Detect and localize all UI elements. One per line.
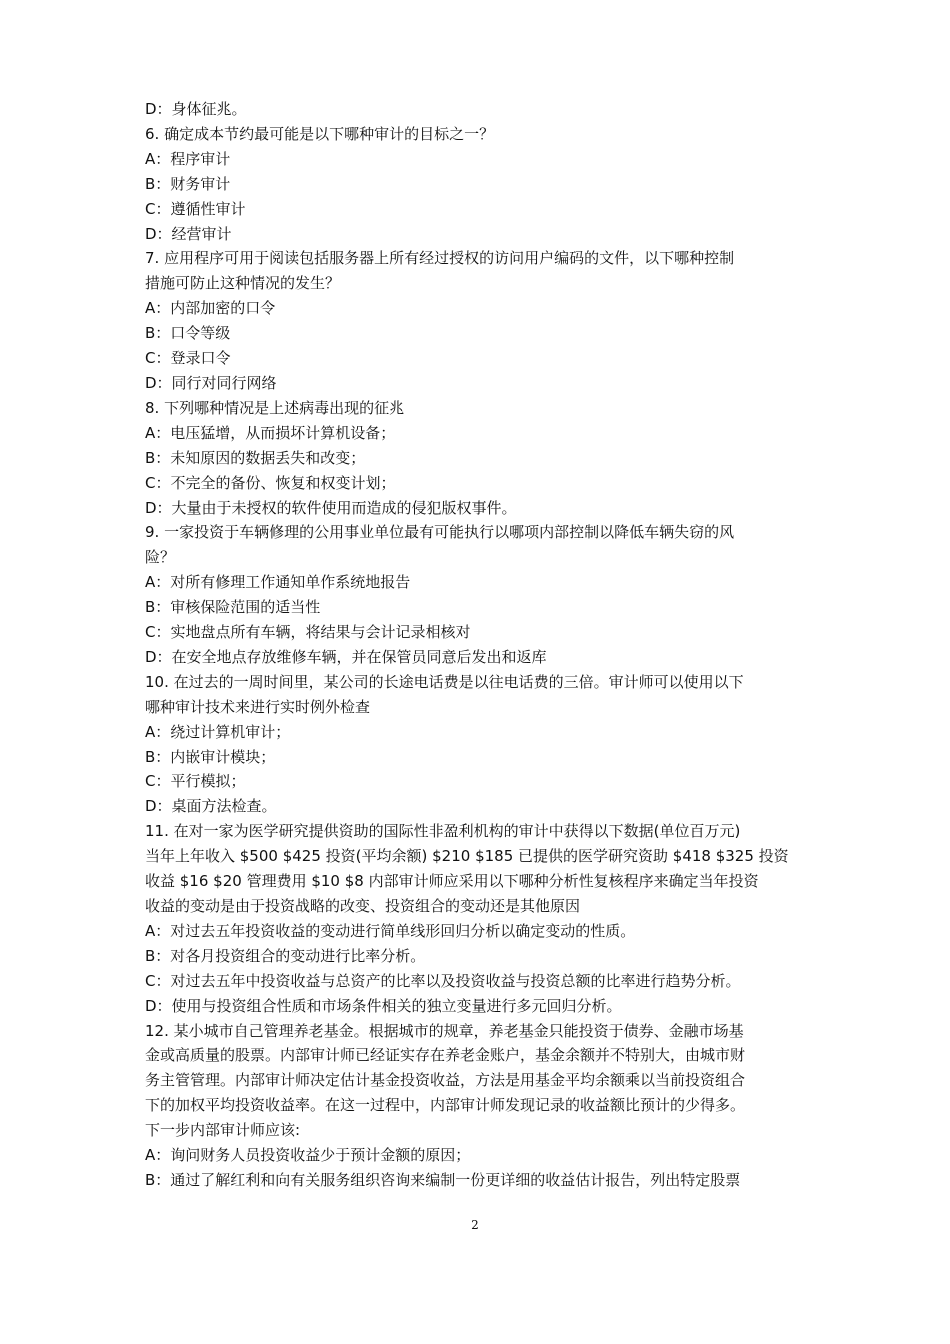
text-line: C：登录口令: [145, 349, 231, 368]
text-line: B：审核保险范围的适当性: [145, 598, 321, 617]
text-line: 12. 某小城市自己管理养老基金。根据城市的规章，养老基金只能投资于债券、金融市场基: [145, 1021, 744, 1040]
text-line: A：询问财务人员投资收益少于预计金额的原因；: [145, 1146, 471, 1165]
text-line: 11. 在对一家为医学研究提供资助的国际性非盈利机构的审计中获得以下数据(单位百万元): [145, 822, 741, 841]
text-line: 收益的变动是由于投资战略的改变、投资组合的变动还是其他原因: [145, 897, 581, 915]
text-line: A：绕过计算机审计；: [145, 722, 291, 741]
text-line: 下一步内部审计师应该:: [145, 1121, 301, 1140]
text-line: A：内部加密的口令: [145, 299, 276, 318]
text-line: D：桌面方法检查。: [145, 797, 277, 816]
text-line: C：遵循性审计: [145, 199, 246, 218]
text-line: D：大量由于未授权的软件使用而造成的侵犯版权事件。: [145, 498, 517, 517]
text-line: 10. 在过去的一周时间里，某公司的长途电话费是以往电话费的三倍。审计师可以使用以下: [145, 672, 744, 691]
text-line: D：使用与投资组合性质和市场条件相关的独立变量进行多元回归分析。: [145, 996, 622, 1015]
text-line: 金或高质量的股票。内部审计师已经证实存在养老金账户，基金余额并不特别大，由城市财: [145, 1046, 746, 1065]
text-line: C：不完全的备份、恢复和权变计划；: [145, 473, 396, 492]
text-line: B：通过了解红利和向有关服务组织咨询来编制一份更详细的收益估计报告，列出特定股票: [145, 1170, 741, 1189]
text-line: B：口令等级: [145, 324, 231, 343]
text-line: B：未知原因的数据丢失和改变；: [145, 448, 366, 467]
text-line: B：内嵌审计模块；: [145, 747, 276, 766]
text-line: 当年上年收入 $500 $425 投资(平均余额) $210 $185 已提供的医学研究资助 $418 $325 投资: [145, 847, 789, 866]
text-line: D：身体征兆。: [145, 100, 247, 118]
text-line: C：平行模拟；: [145, 772, 246, 791]
text-line: C：实地盘点所有车辆，将结果与会计记录相核对: [145, 623, 471, 642]
text-line: 收益 $16 $20 管理费用 $10 $8 内部审计师应采用以下哪种分析性复核程序来确定当年投资: [145, 872, 759, 891]
text-line: D：同行对同行网络: [145, 373, 277, 392]
text-line: B：对各月投资组合的变动进行比率分析。: [145, 946, 426, 965]
text-line: 6. 确定成本节约最可能是以下哪种审计的目标之一？: [145, 124, 495, 143]
text-line: 险？: [145, 548, 176, 567]
text-line: B：财务审计: [145, 174, 231, 193]
text-line: 9. 一家投资于车辆修理的公用事业单位最有可能执行以哪项内部控制以降低车辆失窃的风: [145, 523, 735, 542]
text-line: A：电压猛增，从而损坏计算机设备；: [145, 423, 396, 442]
text-line: 措施可防止这种情况的发生？: [145, 274, 341, 293]
text-line: A：程序审计: [145, 149, 231, 168]
text-line: C：对过去五年中投资收益与总资产的比率以及投资收益与投资总额的比率进行趋势分析。: [145, 971, 741, 990]
text-line: 哪种审计技术来进行实时例外检查: [145, 697, 371, 716]
text-line: 8. 下列哪种情况是上述病毒出现的征兆: [145, 398, 405, 417]
page-number: 2: [471, 1218, 479, 1232]
text-line: 下的加权平均投资收益率。在这一过程中，内部审计师发现记录的收益额比预计的少得多。: [145, 1096, 746, 1115]
text-line: A：对过去五年投资收益的变动进行简单线形回归分析以确定变动的性质。: [145, 921, 636, 940]
text-line: D：经营审计: [145, 224, 232, 243]
document-body: [145, 97, 817, 1193]
text-line: 务主管管理。内部审计师决定估计基金投资收益，方法是用基金平均余额乘以当前投资组合: [145, 1071, 746, 1090]
text-line: 7. 应用程序可用于阅读包括服务器上所有经过授权的访问用户编码的文件，以下哪种控制: [145, 249, 735, 268]
text-line: A：对所有修理工作通知单作系统地报告: [145, 573, 411, 592]
text-line: D：在安全地点存放维修车辆，并在保管员同意后发出和返库: [145, 647, 547, 666]
